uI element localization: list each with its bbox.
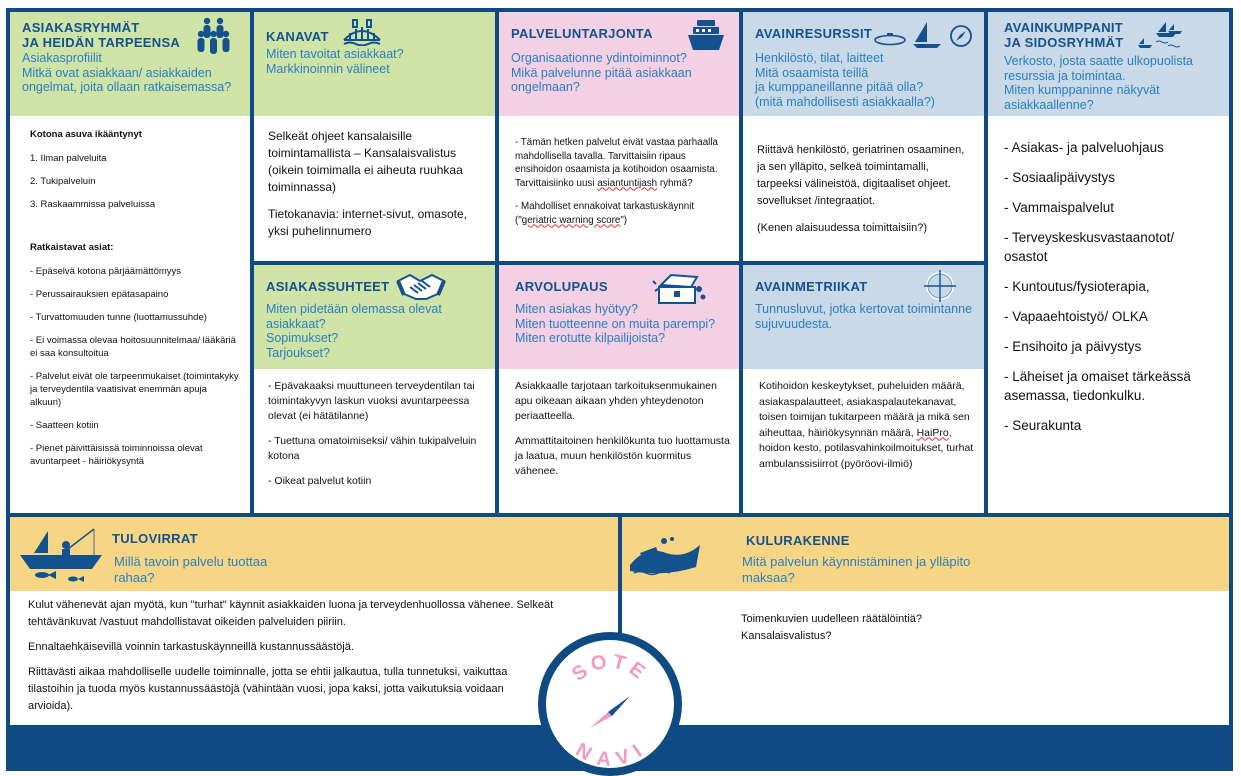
metrics-block bbox=[743, 265, 984, 513]
offering-item-2-marked: geriatric warning score bbox=[521, 214, 621, 226]
list-item: - Palvelut eivät ole tarpeenmukaiset (toimintakyky ja terveydentila vaatisivat enemmän apuja alkuun) bbox=[30, 371, 239, 408]
revenue-header bbox=[10, 517, 618, 591]
partners-body bbox=[988, 128, 1229, 446]
list-item: - Vammaispalvelut bbox=[1004, 200, 1115, 215]
list-item bbox=[515, 200, 731, 227]
cost-structure-subtitle: Mitä palvelun käynnistäminen ja ylläpito maksaa? bbox=[742, 554, 971, 585]
customer-heading-1: Kotona asuva ikääntynyt bbox=[30, 129, 142, 140]
list-item: - Terveyskeskusvastaanotot/ osastot bbox=[1004, 230, 1175, 264]
list-item: 2. Tukipalveluin bbox=[30, 176, 96, 187]
list-item: 1. Ilman palveluita bbox=[30, 153, 107, 164]
metrics-text: Kotihoidon keskeytykset, puheluiden määrä, asiakaspalautteet, asiakaspalautekanavat, toisen toimijan tukitarpeen määrä ja mikä sen aiheuttaa, häiriökysynnän määrä, bbox=[759, 380, 970, 439]
logo-word-bottom bbox=[572, 738, 650, 771]
list-item: - Turvattomuuden tunne (luottamussuhde) bbox=[30, 312, 207, 323]
crosshair-icon bbox=[923, 269, 957, 303]
boats-icon bbox=[1138, 18, 1186, 50]
list-item: 3. Raskaammissa palveluissa bbox=[30, 199, 156, 210]
offering-item-2-text: - Mahdolliset ennakoivat tarkastuskäynnit (" bbox=[515, 201, 695, 226]
bridge-icon bbox=[342, 18, 382, 46]
channels-title: KANAVAT bbox=[266, 29, 329, 44]
relationships-block bbox=[254, 265, 495, 513]
fishing-boat-icon bbox=[18, 523, 104, 585]
list-item: Ennaltaehkäisevillä voinnin tarkastuskäynneillä kustannussäästöjä. bbox=[28, 641, 354, 653]
compass-icon bbox=[949, 24, 973, 48]
list-item: - Ensihoito ja päivystys bbox=[1004, 339, 1142, 354]
revenue-block bbox=[10, 517, 618, 725]
relationships-title: ASIAKASSUHTEET bbox=[266, 279, 390, 294]
resources-title: AVAINRESURSSIT bbox=[755, 26, 873, 41]
relationships-subtitle: Miten pidetään olemassa olevat asiakkaat? Sopimukset? Tarjoukset? bbox=[266, 302, 442, 360]
offering-item-2-end: ") bbox=[620, 214, 628, 226]
list-item: - Seurakunta bbox=[1004, 418, 1082, 433]
list-item: - Kuntoutus/fysioterapia, bbox=[1004, 279, 1150, 294]
offering-item-1-marked: asiantuntijash bbox=[597, 177, 658, 189]
resources-subtitle: Henkilöstö, tilat, laitteet Mitä osaamista teillä ja kumppaneillanne pitää olla? (mitä mahdollisesti asiakkaalla?) bbox=[755, 51, 935, 109]
partners-header bbox=[988, 12, 1229, 116]
customer-segments-block bbox=[10, 12, 250, 513]
channels-header bbox=[254, 12, 495, 116]
resources-body bbox=[743, 128, 984, 245]
logo-word-top bbox=[568, 650, 652, 686]
logo-word-bottom-path: NAVI bbox=[571, 738, 650, 772]
channels-body bbox=[254, 128, 495, 248]
value-proposition-header bbox=[499, 265, 739, 369]
revenue-body bbox=[10, 591, 618, 723]
list-item: - Perussairauksien epätasapaino bbox=[30, 289, 169, 300]
people-group-icon bbox=[196, 16, 232, 56]
submarine-icon bbox=[873, 30, 907, 46]
boat-wave-icon bbox=[626, 531, 704, 577]
offering-body bbox=[499, 128, 739, 235]
list-item: - Pienet päivittäisissä toiminnoissa olevat avuntarpeet - häiriökysyntä bbox=[30, 443, 203, 467]
compass-needle-icon bbox=[590, 696, 630, 728]
offering-header bbox=[499, 12, 739, 116]
resources-header bbox=[743, 12, 984, 116]
partners-title: AVAINKUMPPANIT JA SIDOSRYHMÄT bbox=[1004, 20, 1124, 50]
customer-segments-header bbox=[10, 12, 250, 116]
channels-subtitle: Miten tavoitat asiakkaat? Markkinoinnin välineet bbox=[266, 47, 404, 76]
metrics-body bbox=[743, 369, 984, 480]
list-item: (Kenen alaisuudessa toimittaisiin?) bbox=[757, 222, 927, 234]
logo-lettering bbox=[538, 632, 682, 776]
value-proposition-block bbox=[499, 265, 739, 513]
list-item: Ammattitaitoinen henkilökunta tuo luottamusta ja laatua, muun henkilöstön kuormitus vähenee. bbox=[515, 435, 730, 477]
customer-segments-subtitle: Asiakasprofiilit Mitkä ovat asiakkaan/ asiakkaiden ongelmat, joita ollaan ratkaisemassa? bbox=[22, 51, 232, 94]
value-proposition-subtitle: Miten asiakas hyötyy? Miten tuotteenne on muita parempi? Miten erotutte kilpailijoista? bbox=[515, 302, 716, 345]
relationships-body bbox=[254, 369, 495, 497]
channels-block bbox=[254, 12, 495, 261]
sote-navi-logo bbox=[538, 632, 682, 776]
list-item: - Tuettuna omatoimiseksi/ vähin tukipalveluin kotona bbox=[268, 435, 477, 462]
customer-segments-body bbox=[10, 128, 250, 476]
logo-word-top-path: SOTE bbox=[568, 650, 652, 686]
list-item: - Sosiaalipäivystys bbox=[1004, 170, 1116, 185]
list-item: Riittävä henkilöstö, geriatrinen osaaminen, ja sen ylläpito, selkeä toimintamalli, tarpeeksi välineistöä, digitaaliset ohjeet. sovellukset /integraatiot. bbox=[757, 144, 965, 207]
offering-item-1-end: ryhmä? bbox=[657, 177, 693, 189]
list-item: - Oikeat palvelut kotiin bbox=[268, 475, 372, 487]
value-proposition-title: ARVOLUPAUS bbox=[515, 279, 608, 294]
sailboat-icon bbox=[911, 20, 943, 50]
revenue-subtitle: Millä tavoin palvelu tuottaa rahaa? bbox=[114, 554, 268, 585]
offering-subtitle: Organisaationne ydintoiminnot? Mikä palvelunne pitää asiakkaan ongelmaan? bbox=[511, 51, 692, 94]
cost-structure-header bbox=[622, 517, 1229, 591]
metrics-marked-text: HaiPro bbox=[916, 426, 949, 439]
customer-heading-2: Ratkaistavat asiat: bbox=[30, 242, 114, 253]
list-item: - Epävakaaksi muuttuneen terveydentilan tai toimintakyvyn laskun vuoksi avuntarpeessa olevat (ei hätätilanne) bbox=[268, 380, 475, 422]
revenue-title: TULOVIRRAT bbox=[112, 531, 198, 546]
cost-structure-text: Toimenkuvien uudelleen räätälöintiä? Kansalaisvalistus? bbox=[741, 613, 923, 642]
list-item: - Saatteen kotiin bbox=[30, 420, 99, 431]
list-item bbox=[759, 379, 974, 472]
treasure-chest-icon bbox=[651, 271, 707, 305]
cost-structure-block bbox=[622, 517, 1229, 725]
list-item: Riittävästi aikaa mahdolliselle uudelle toiminnalle, jotta se ehtii jalkautua, tulla tunnetuksi, vaikuttaa tilastoihin ja tuoda myös kustannussäästöjä (vähintään vuosi, jopa kaksi, jotta vaikutuksia voidaan arvioida). bbox=[28, 666, 508, 712]
value-proposition-body bbox=[499, 369, 739, 487]
list-item: Kulut vähenevät ajan myötä, kun "turhat" käynnit asiakkaiden luona ja terveydenhuollossa vähenee. Selkeät tehtävänkuvat /vastuut mahdollistavat oikeiden palveluiden piiriin. bbox=[28, 599, 554, 628]
metrics-subtitle: Tunnusluvut, jotka kertovat toimintanne sujuvuudesta. bbox=[755, 302, 973, 331]
cost-structure-title: KULURAKENNE bbox=[746, 533, 850, 548]
list-item: - Läheiset ja omaiset tärkeässä asemassa, tiedonkulku. bbox=[1004, 369, 1191, 403]
offering-block bbox=[499, 12, 739, 261]
list-item: Asiakkaalle tarjotaan tarkoituksenmukainen apu oikeaan aikaan yhden yhteydenoton periaatteella. bbox=[515, 380, 717, 422]
list-item: - Epäselvä kotona pärjäämättömyys bbox=[30, 266, 182, 277]
list-item bbox=[515, 136, 731, 190]
list-item: - Vapaaehtoistyö/ OLKA bbox=[1004, 309, 1148, 324]
metrics-text-end: , hoidon kesto, potilasvahinkoilmoitukset, turhat ambulanssisiirrot (pyöröovi-ilmiö) bbox=[759, 426, 974, 470]
metrics-title: AVAINMETRIIKAT bbox=[755, 279, 868, 294]
ship-icon bbox=[687, 18, 725, 52]
metrics-header bbox=[743, 265, 984, 369]
handshake-icon bbox=[396, 273, 446, 301]
list-item: - Asiakas- ja palveluohjaus bbox=[1004, 140, 1164, 155]
cost-structure-body bbox=[622, 591, 1229, 653]
partners-subtitle: Verkosto, josta saatte ulkopuolista resurssia ja toimintaa. Miten kumppaninne näkyvät asiakkaallenne? bbox=[1004, 54, 1194, 112]
customer-segments-title: ASIAKASRYHMÄT JA HEIDÄN TARPEENSA bbox=[22, 20, 181, 50]
list-item: - Ei voimassa olevaa hoitosuunnitelmaa/ lääkäriä ei saa konsultoitua bbox=[30, 335, 236, 359]
partners-block bbox=[988, 12, 1229, 513]
resources-block bbox=[743, 12, 984, 261]
offering-title: PALVELUNTARJONTA bbox=[511, 26, 653, 41]
list-item: Selkeät ohjeet kansalaisille toimintamallista – Kansalaisvalistus (oikein toimimalla ei aiheuta ruuhkaa toiminnassa) bbox=[268, 129, 463, 194]
relationships-header bbox=[254, 265, 495, 369]
offering-item-1-text: - Tämän hetken palvelut eivät vastaa parhaalla mahdollisella tavalla. Tarvittaisiin ripaus ensihoidon osaamista ja kotihoidon osaamista. Tarvittaisiinko uusi bbox=[515, 137, 718, 189]
list-item: Tietokanavia: internet-sivut, omasote, yksi puhelinnumero bbox=[268, 207, 467, 238]
